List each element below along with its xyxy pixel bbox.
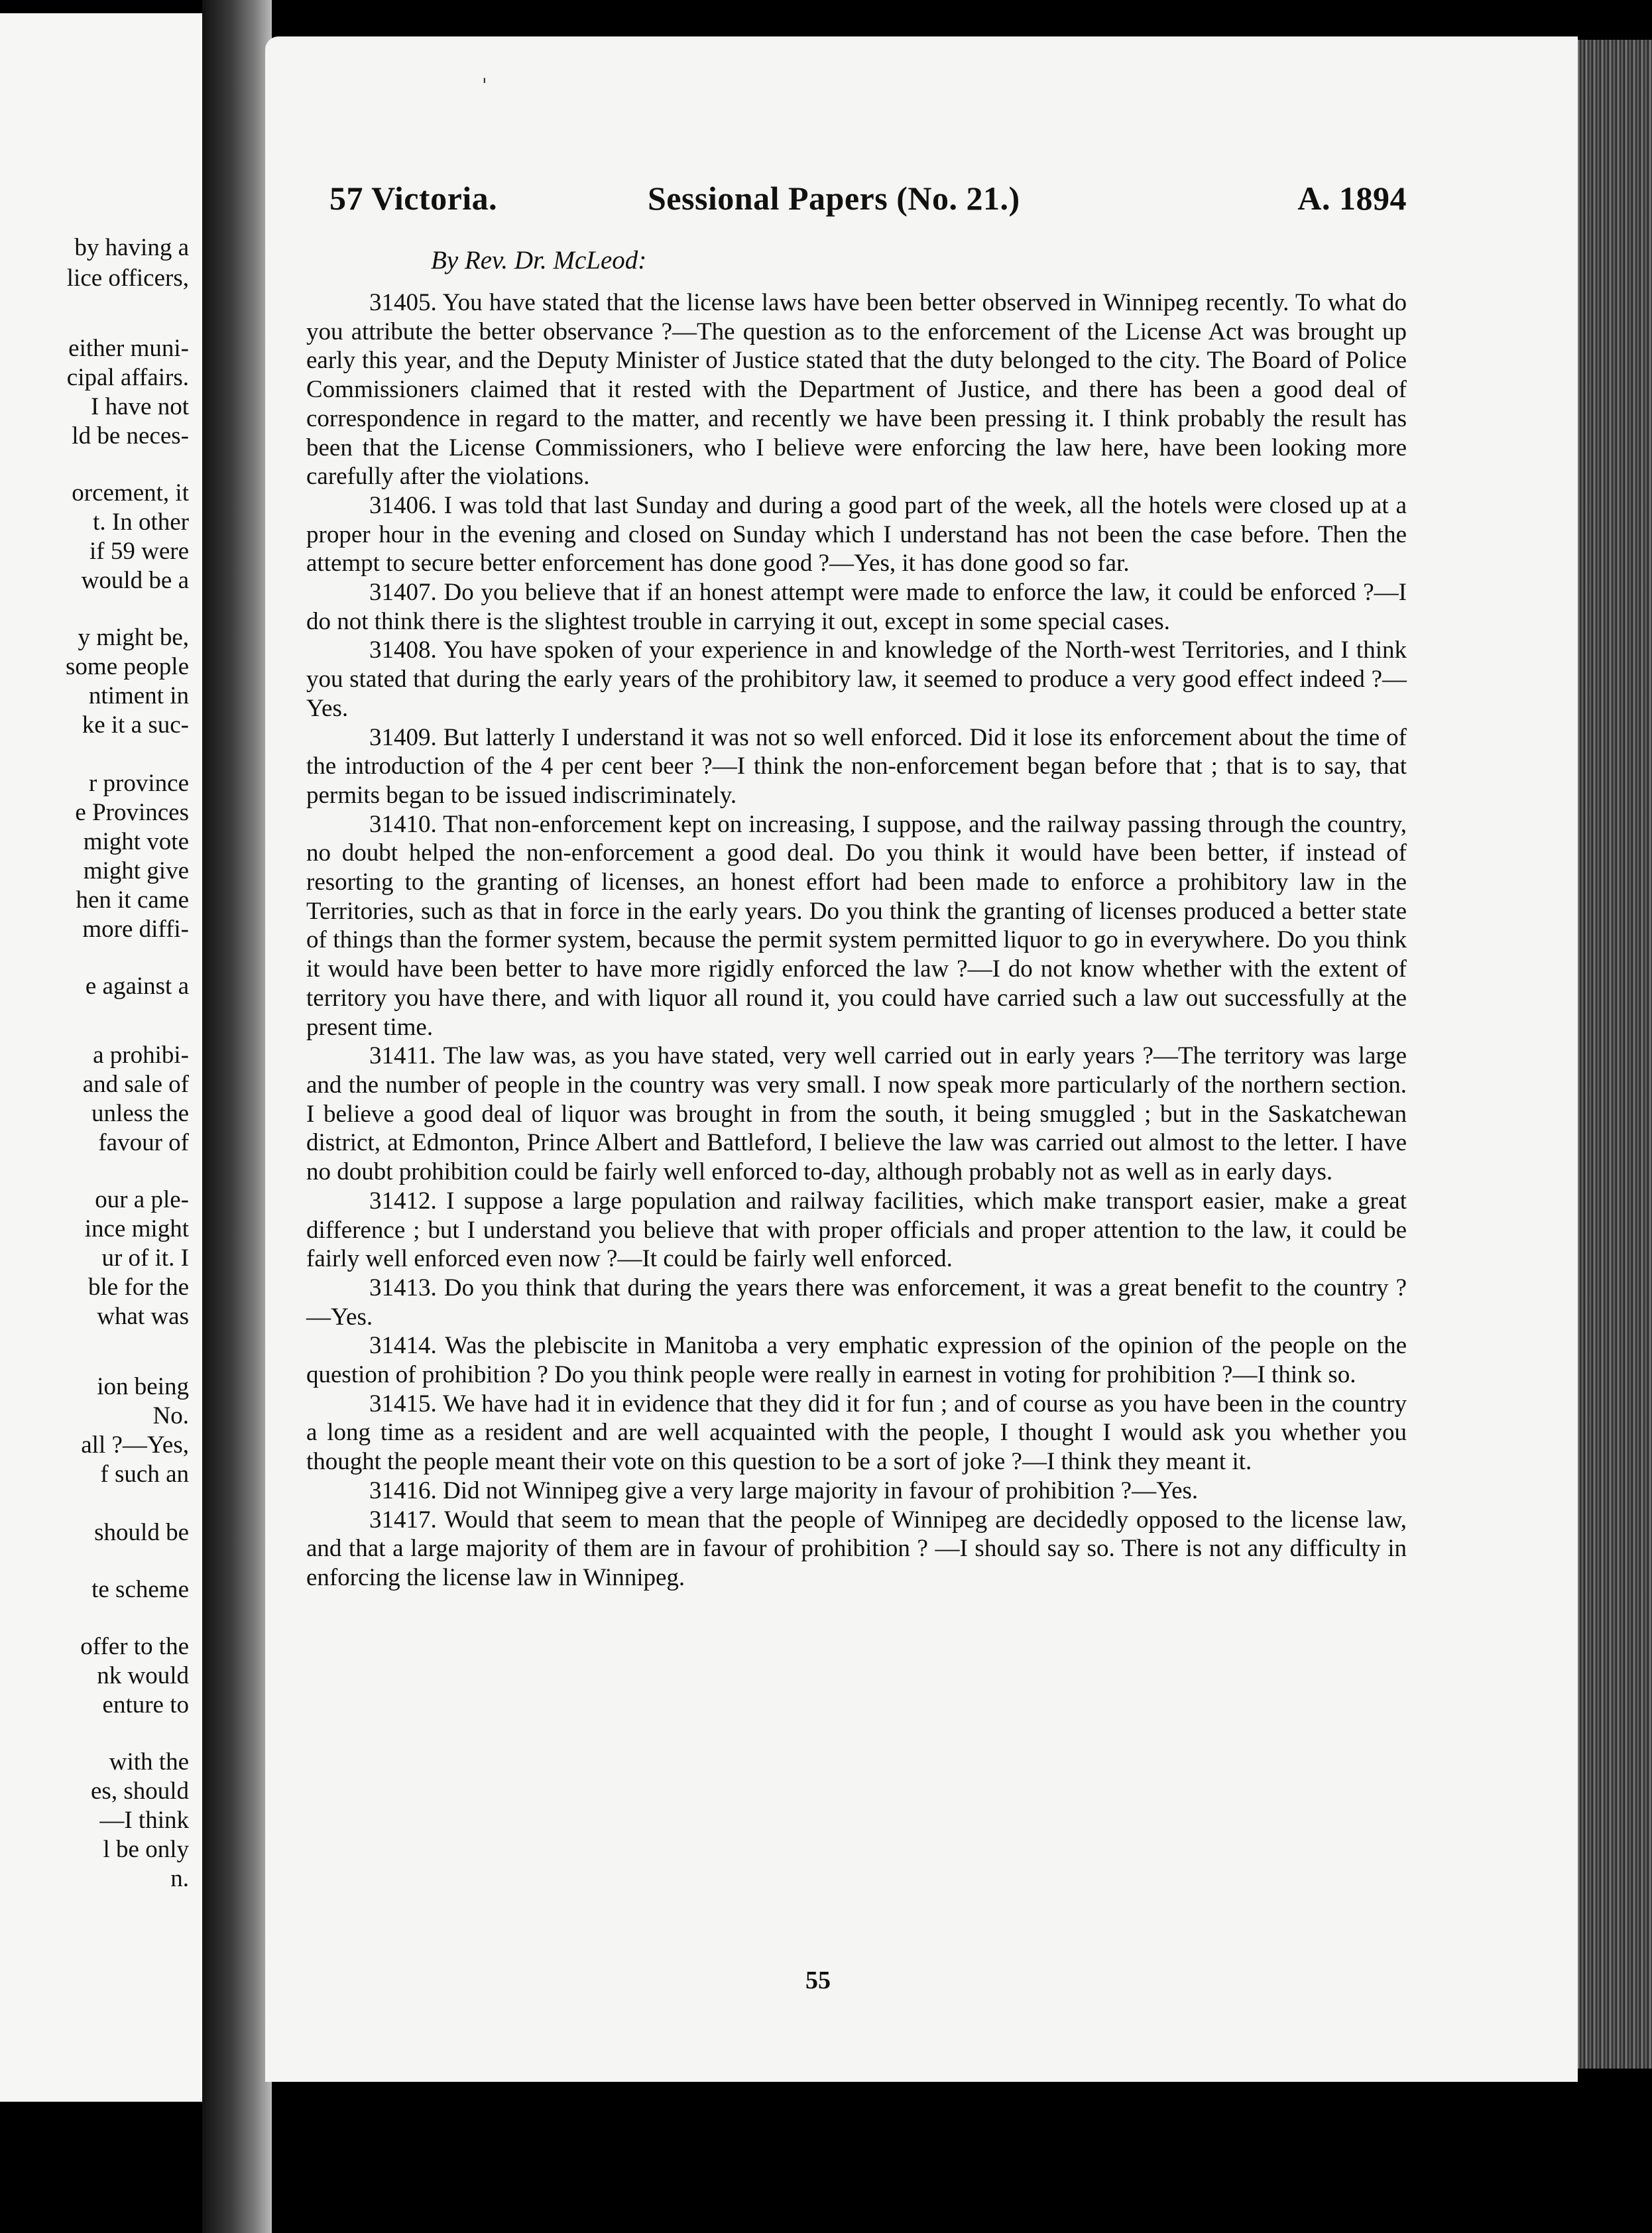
paragraph-31416: 31416. Did not Winnipeg give a very large majority in favour of prohibition ?—Yes. <box>369 1477 1199 1504</box>
paragraph-31408: 31408. You have spoken of your experience in and knowledge of the North-west Territories, and I think you stated that during the early years of the prohibitory law, it seemed to produce a very good effect indeed ?—Yes. <box>306 636 1407 722</box>
facing-page-line: a prohibi- <box>93 1042 189 1069</box>
facing-page-line: I have not <box>91 393 189 420</box>
paragraph-31411: 31411. The law was, as you have stated, very well carried out in early years ?—The territory was large and the number of people in the country was very small. I now speak more particularly of the northern section. I believe a good deal of liquor was brought in from the south, it being smuggled ; but in the Saskatchewan district, at Edmonton, Prince Albert and Battleford, I believe the law was carried out almost to the letter. I have no doubt prohibition could be fairly well enforced to-day, although probably not as well as in early days. <box>306 1042 1407 1186</box>
binding-gutter <box>202 0 272 2233</box>
facing-page-line: ur of it. I <box>101 1244 189 1272</box>
facing-page-line: might give <box>83 857 189 884</box>
facing-page-line: —I think <box>99 1807 189 1834</box>
paragraph-31414: 31414. Was the plebiscite in Manitoba a very emphatic expression of the opinion of the people on the question of prohibition ? Do you think people were really in earnest in voting for prohibition ?—I think so. <box>306 1332 1407 1389</box>
facing-page-line: lice officers, <box>66 265 189 292</box>
facing-page-line: te scheme <box>91 1576 189 1603</box>
facing-page-line: e against a <box>85 973 189 1000</box>
facing-page-line: ince might <box>84 1215 189 1242</box>
speaker-heading: By Rev. Dr. McLeod: <box>431 246 647 274</box>
paragraph-31410: 31410. That non-enforcement kept on increasing, I suppose, and the railway passing through the country, no doubt helped the non-enforcement a good deal. Do you think it would have been better, if instead of resorting to the granting of licenses, an honest effort had been made to enforce a prohibitory law in the Territories, such as that in force in the early years. Do you think the granting of licenses produced a better state of things than the former system, because the permit system permitted liquor to go in everywhere. Do you think it would have been better to have more rigidly enforced the law ?—I do not know whether with the extent of territory you have there, and with liquor all round it, you could have carried such a law out successfully at the present time. <box>306 810 1407 1041</box>
paragraph-31415: 31415. We have had it in evidence that they did it for fun ; and of course as you have been in the country a long time as a resident and are well acquainted with the people, I thought I would ask you whether you thought the people meant their vote on this question to be a sort of joke ?—I think they meant it. <box>306 1390 1407 1476</box>
facing-page-line: enture to <box>102 1691 189 1719</box>
facing-page-line: more diffi- <box>82 916 189 943</box>
paragraph-31407: 31407. Do you believe that if an honest attempt were made to enforce the law, it could be enforced ?—I do not think there is the slightest trouble in carrying it out, except in some special cases. <box>306 579 1407 635</box>
facing-page-line: hen it came <box>76 886 189 914</box>
facing-page-line: ntiment in <box>88 682 189 709</box>
facing-page-line: r province <box>88 770 189 797</box>
facing-page-fragment <box>0 13 202 2102</box>
facing-page-line: would be a <box>81 567 189 594</box>
paragraph-31413: 31413. Do you think that during the years there was enforcement, it was a great benefit to the country ?—Yes. <box>306 1274 1407 1331</box>
facing-page-line: might vote <box>83 828 189 855</box>
facing-page-line: offer to the <box>80 1633 189 1660</box>
facing-page-line: ble for the <box>88 1274 189 1301</box>
facing-page-line: either muni- <box>68 335 189 362</box>
facing-page-line: nk would <box>97 1662 189 1689</box>
paragraph-31405: 31405. You have stated that the license laws have been better observed in Winnipeg recently. To what do you attribute the better observance ?—The question as to the enforcement of the License Act was brought up early this year, and the Deputy Minister of Justice stated that the duty belonged to the city. The Board of Police Commissioners claimed that it rested with the Department of Justice, and there has been a good deal of correspondence in regard to the matter, and recently we have been pressing it. I think probably the result has been that the License Commissioners, who I believe were enforcing the law here, have been looking more carefully after the violations. <box>306 289 1407 491</box>
facing-page-line: ke it a suc- <box>82 711 189 739</box>
paragraph-31412: 31412. I suppose a large population and railway facilities, which make transport easier, make a great difference ; but I understand you believe that with proper officials and proper attention to the law, it could be fairly well enforced even now ?—It could be fairly well enforced. <box>306 1187 1407 1273</box>
facing-page-line: n. <box>170 1865 189 1892</box>
paragraph-31406: 31406. I was told that last Sunday and during a good part of the week, all the hotels were closed up at a proper hour in the evening and closed on Sunday which I understand has not been the case before. Then the attempt to secure better enforcement has done good ?—Yes, it has done good so far. <box>306 491 1407 577</box>
facing-page-line: some people <box>66 653 189 680</box>
facing-page-line: ld be neces- <box>72 422 189 450</box>
facing-page-line: by having a <box>74 234 189 261</box>
facing-page-line: our a ple- <box>95 1186 189 1213</box>
stray-mark: ' <box>482 74 487 96</box>
testimony-body <box>306 288 1407 1593</box>
page-number: 55 <box>805 1966 831 1994</box>
paragraph-31417: 31417. Would that seem to mean that the people of Winnipeg are decidedly opposed to the license law, and that a large majority of them are in favour of prohibition ? —I should say so. There is not any difficulty in enforcing the license law in Winnipeg. <box>306 1506 1407 1591</box>
facing-page-line: and sale of <box>82 1071 189 1098</box>
facing-page-line: what was <box>97 1303 189 1330</box>
facing-page-line: if 59 were <box>89 538 189 565</box>
header-year: A. 1894 <box>1297 180 1407 217</box>
facing-page-line: e Provinces <box>75 799 189 826</box>
facing-page-line: f such an <box>100 1461 189 1488</box>
facing-page-line: all ?—Yes, <box>81 1431 189 1459</box>
header-session: 57 Victoria. <box>329 180 498 217</box>
facing-page-line: cipal affairs. <box>66 364 189 391</box>
facing-page-line: t. In other <box>93 509 189 536</box>
paragraph-31409: 31409. But latterly I understand it was not so well enforced. Did it lose its enforcement about the time of the introduction of the 4 per cent beer ?—I think the non-enforcement began before that ; that is to say, that permits began to be issued indiscriminately. <box>306 723 1407 809</box>
running-header <box>329 179 1407 225</box>
facing-page-line: No. <box>152 1402 189 1429</box>
facing-page-line: l be only <box>103 1836 189 1863</box>
header-title: Sessional Papers (No. 21.) <box>648 180 1020 217</box>
facing-page-line: ion being <box>97 1373 189 1400</box>
facing-page-line: orcement, it <box>72 479 189 507</box>
facing-page-line: unless the <box>91 1100 189 1127</box>
facing-page-line: y might be, <box>78 624 189 651</box>
facing-page-line: should be <box>94 1519 189 1546</box>
facing-page-line: with the <box>109 1748 189 1776</box>
facing-page-line: es, should <box>91 1778 189 1805</box>
facing-page-line: favour of <box>98 1129 189 1156</box>
